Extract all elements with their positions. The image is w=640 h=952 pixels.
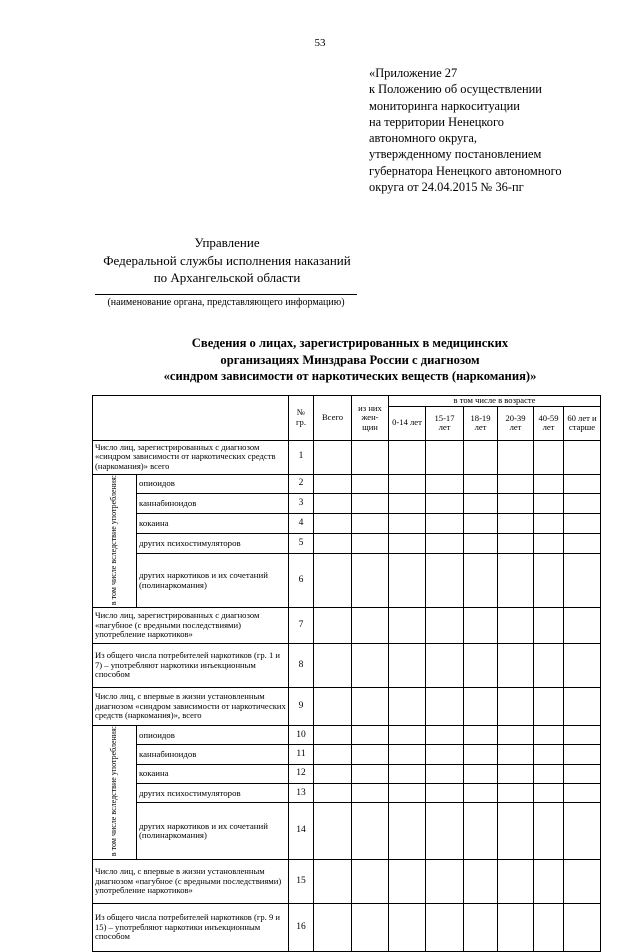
row-number: 11 — [289, 745, 314, 764]
group-label: в том числе вследствие употребления: — [93, 474, 137, 608]
title-line: Сведения о лицах, зарегистрированных в медицинских — [191, 336, 509, 350]
cell-total — [314, 474, 352, 494]
cell-age — [389, 534, 426, 554]
cell-age — [389, 553, 426, 607]
cell-age — [389, 745, 426, 764]
header-age: 60 лет и старше — [564, 406, 601, 440]
cell-age — [464, 726, 498, 745]
cell-age — [534, 688, 564, 726]
cell-age — [389, 608, 426, 644]
cell-age — [426, 726, 464, 745]
cell-age — [389, 474, 426, 494]
organization-caption: (наименование органа, представляющего информацию) — [107, 297, 345, 308]
row-number: 4 — [289, 514, 314, 534]
cell-total — [314, 608, 352, 644]
cell-women — [352, 784, 389, 803]
cell-age — [498, 440, 534, 474]
cell-age — [498, 745, 534, 764]
cell-age — [389, 784, 426, 803]
organization-line: по Архангельской области — [153, 270, 301, 285]
row-label: Из общего числа потребителей наркотиков (гр. 9 и 15) – употребляют наркотики инъекционным способом — [93, 903, 289, 951]
header-total: Всего — [314, 396, 352, 441]
cell-total — [314, 644, 352, 688]
header-age: 20-39 лет — [498, 406, 534, 440]
table-row — [93, 474, 601, 494]
cell-age — [564, 440, 601, 474]
cell-age — [498, 726, 534, 745]
cell-age — [426, 688, 464, 726]
table-row — [93, 553, 601, 607]
cell-age — [534, 494, 564, 514]
header-age: 18-19 лет — [464, 406, 498, 440]
cell-age — [389, 803, 426, 859]
cell-age — [498, 644, 534, 688]
cell-age — [389, 514, 426, 534]
cell-age — [534, 474, 564, 494]
cell-age — [389, 494, 426, 514]
cell-age — [498, 903, 534, 951]
row-label: других психостимуляторов — [137, 534, 289, 554]
cell-age — [464, 553, 498, 607]
cell-age — [464, 608, 498, 644]
row-number: 16 — [289, 903, 314, 951]
cell-total — [314, 440, 352, 474]
table-row — [93, 688, 601, 726]
row-number: 6 — [289, 553, 314, 607]
organization-line: Федеральной службы исполнения наказаний — [103, 252, 351, 268]
cell-age — [564, 745, 601, 764]
row-label: других наркотиков и их сочетаний (полинаркомания) — [137, 803, 289, 859]
header-blank — [93, 396, 289, 441]
cell-age — [426, 553, 464, 607]
cell-age — [464, 859, 498, 903]
title-line: «синдром зависимости от наркотических веществ (наркомания)» — [163, 369, 537, 383]
cell-age — [389, 859, 426, 903]
cell-age — [534, 726, 564, 745]
cell-total — [314, 553, 352, 607]
table-row — [93, 745, 601, 764]
cell-women — [352, 903, 389, 951]
cell-age — [498, 859, 534, 903]
cell-age — [426, 784, 464, 803]
annex-line: к Положению об осуществлении — [369, 82, 542, 97]
cell-age — [426, 745, 464, 764]
cell-total — [314, 859, 352, 903]
cell-women — [352, 688, 389, 726]
cell-age — [426, 534, 464, 554]
row-label: каннабиноидов — [137, 494, 289, 514]
cell-total — [314, 514, 352, 534]
header-age: 0-14 лет — [389, 406, 426, 440]
cell-women — [352, 494, 389, 514]
cell-age — [498, 534, 534, 554]
cell-age — [426, 440, 464, 474]
cell-age — [464, 440, 498, 474]
header-age: 15-17 лет — [426, 406, 464, 440]
cell-age — [464, 514, 498, 534]
cell-age — [534, 534, 564, 554]
cell-age — [464, 534, 498, 554]
table-row — [93, 534, 601, 554]
annex-line: губернатора Ненецкого автономного — [369, 163, 562, 178]
cell-total — [314, 803, 352, 859]
cell-age — [464, 784, 498, 803]
row-label: каннабиноидов — [137, 745, 289, 764]
row-number: 14 — [289, 803, 314, 859]
annex-line: «Приложение 27 — [369, 66, 458, 80]
table-row — [93, 644, 601, 688]
row-label: Число лиц, зарегистрированных с диагнозом «синдром зависимости от наркотических средств (наркомания)» всего — [93, 440, 289, 474]
cell-age — [534, 903, 564, 951]
row-label: Число лиц, с впервые в жизни установленным диагнозом «синдром зависимости от наркотических средств (наркомания)», всего — [93, 688, 289, 726]
cell-age — [389, 644, 426, 688]
cell-age — [426, 514, 464, 534]
cell-age — [564, 784, 601, 803]
cell-age — [534, 608, 564, 644]
table-row — [93, 784, 601, 803]
cell-women — [352, 764, 389, 783]
cell-women — [352, 608, 389, 644]
cell-age — [564, 494, 601, 514]
organization-name — [92, 234, 362, 287]
cell-total — [314, 494, 352, 514]
cell-age — [498, 784, 534, 803]
cell-women — [352, 514, 389, 534]
cell-women — [352, 859, 389, 903]
cell-women — [352, 644, 389, 688]
cell-age — [534, 745, 564, 764]
row-number: 5 — [289, 534, 314, 554]
cell-women — [352, 474, 389, 494]
statistics-table — [92, 395, 601, 952]
cell-age — [564, 903, 601, 951]
group-label: в том числе вследствие употребления: — [93, 726, 137, 860]
cell-age — [498, 474, 534, 494]
row-number: 1 — [289, 440, 314, 474]
cell-total — [314, 534, 352, 554]
cell-age — [426, 903, 464, 951]
cell-age — [534, 859, 564, 903]
cell-total — [314, 745, 352, 764]
organization-line: Управление — [194, 235, 260, 250]
page-number: 53 — [314, 37, 326, 49]
row-number: 7 — [289, 608, 314, 644]
cell-total — [314, 903, 352, 951]
cell-age — [564, 553, 601, 607]
row-number: 9 — [289, 688, 314, 726]
header-age: 40-59 лет — [534, 406, 564, 440]
cell-age — [464, 764, 498, 783]
header-women: из них жен-щин — [352, 396, 389, 441]
row-label: Число лиц, с впервые в жизни установленным диагнозом «пагубное (с вредными последствиями) употребление наркотиков» — [93, 859, 289, 903]
header-by-age: в том числе в возрасте — [389, 396, 601, 407]
cell-women — [352, 553, 389, 607]
cell-age — [426, 608, 464, 644]
annex-line: утвержденному постановлением — [369, 147, 542, 162]
table-row — [93, 764, 601, 783]
cell-age — [564, 803, 601, 859]
cell-age — [534, 553, 564, 607]
cell-age — [389, 440, 426, 474]
row-label: Число лиц, зарегистрированных с диагнозом «пагубное (с вредными последствиями) употребление наркотиков» — [93, 608, 289, 644]
row-number: 3 — [289, 494, 314, 514]
cell-age — [564, 726, 601, 745]
cell-age — [498, 494, 534, 514]
row-number: 12 — [289, 764, 314, 783]
cell-women — [352, 803, 389, 859]
table-row — [93, 726, 601, 745]
cell-age — [426, 644, 464, 688]
row-number: 15 — [289, 859, 314, 903]
cell-age — [389, 688, 426, 726]
cell-age — [464, 903, 498, 951]
cell-age — [564, 688, 601, 726]
cell-age — [534, 764, 564, 783]
row-label: опиоидов — [137, 726, 289, 745]
row-number: 10 — [289, 726, 314, 745]
cell-total — [314, 764, 352, 783]
cell-age — [426, 474, 464, 494]
cell-age — [564, 474, 601, 494]
table-row — [93, 608, 601, 644]
cell-age — [389, 726, 426, 745]
cell-women — [352, 440, 389, 474]
cell-age — [426, 859, 464, 903]
row-number: 8 — [289, 644, 314, 688]
cell-age — [498, 764, 534, 783]
cell-age — [564, 764, 601, 783]
cell-age — [498, 553, 534, 607]
annex-block — [369, 65, 634, 195]
cell-age — [426, 803, 464, 859]
cell-age — [534, 784, 564, 803]
document-title — [140, 335, 560, 385]
table-row — [93, 494, 601, 514]
row-number: 13 — [289, 784, 314, 803]
row-number: 2 — [289, 474, 314, 494]
row-label: других наркотиков и их сочетаний (полинаркомания) — [137, 553, 289, 607]
cell-total — [314, 726, 352, 745]
row-label: кокаина — [137, 514, 289, 534]
organization-underline — [95, 294, 357, 295]
cell-age — [564, 644, 601, 688]
cell-age — [464, 745, 498, 764]
cell-age — [389, 903, 426, 951]
cell-age — [426, 494, 464, 514]
row-label: кокаина — [137, 764, 289, 783]
annex-line: мониторинга наркоситуации — [369, 98, 520, 113]
table-row — [93, 803, 601, 859]
cell-total — [314, 688, 352, 726]
cell-age — [498, 803, 534, 859]
cell-women — [352, 534, 389, 554]
title-line: организациях Минздрава России с диагнозом — [220, 352, 480, 367]
cell-age — [564, 534, 601, 554]
row-label: других психостимуляторов — [137, 784, 289, 803]
row-label: Из общего числа потребителей наркотиков (гр. 1 и 7) – употребляют наркотики инъекционным способом — [93, 644, 289, 688]
cell-age — [464, 803, 498, 859]
table-row — [93, 903, 601, 951]
cell-age — [534, 644, 564, 688]
cell-age — [389, 764, 426, 783]
row-label: опиоидов — [137, 474, 289, 494]
cell-age — [426, 764, 464, 783]
header-number: № гр. — [289, 396, 314, 441]
cell-age — [564, 859, 601, 903]
cell-age — [564, 608, 601, 644]
cell-age — [534, 803, 564, 859]
annex-line: на территории Ненецкого — [369, 114, 504, 129]
annex-line: округа от 24.04.2015 № 36-пг — [369, 180, 524, 195]
cell-age — [498, 514, 534, 534]
table-row — [93, 859, 601, 903]
table-row — [93, 440, 601, 474]
cell-age — [464, 644, 498, 688]
cell-women — [352, 726, 389, 745]
annex-line: автономного округа, — [369, 131, 477, 146]
cell-age — [534, 440, 564, 474]
cell-age — [564, 514, 601, 534]
cell-age — [498, 688, 534, 726]
cell-age — [464, 688, 498, 726]
cell-total — [314, 784, 352, 803]
cell-age — [464, 474, 498, 494]
cell-age — [534, 514, 564, 534]
table-row — [93, 514, 601, 534]
cell-age — [498, 608, 534, 644]
cell-age — [464, 494, 498, 514]
cell-women — [352, 745, 389, 764]
